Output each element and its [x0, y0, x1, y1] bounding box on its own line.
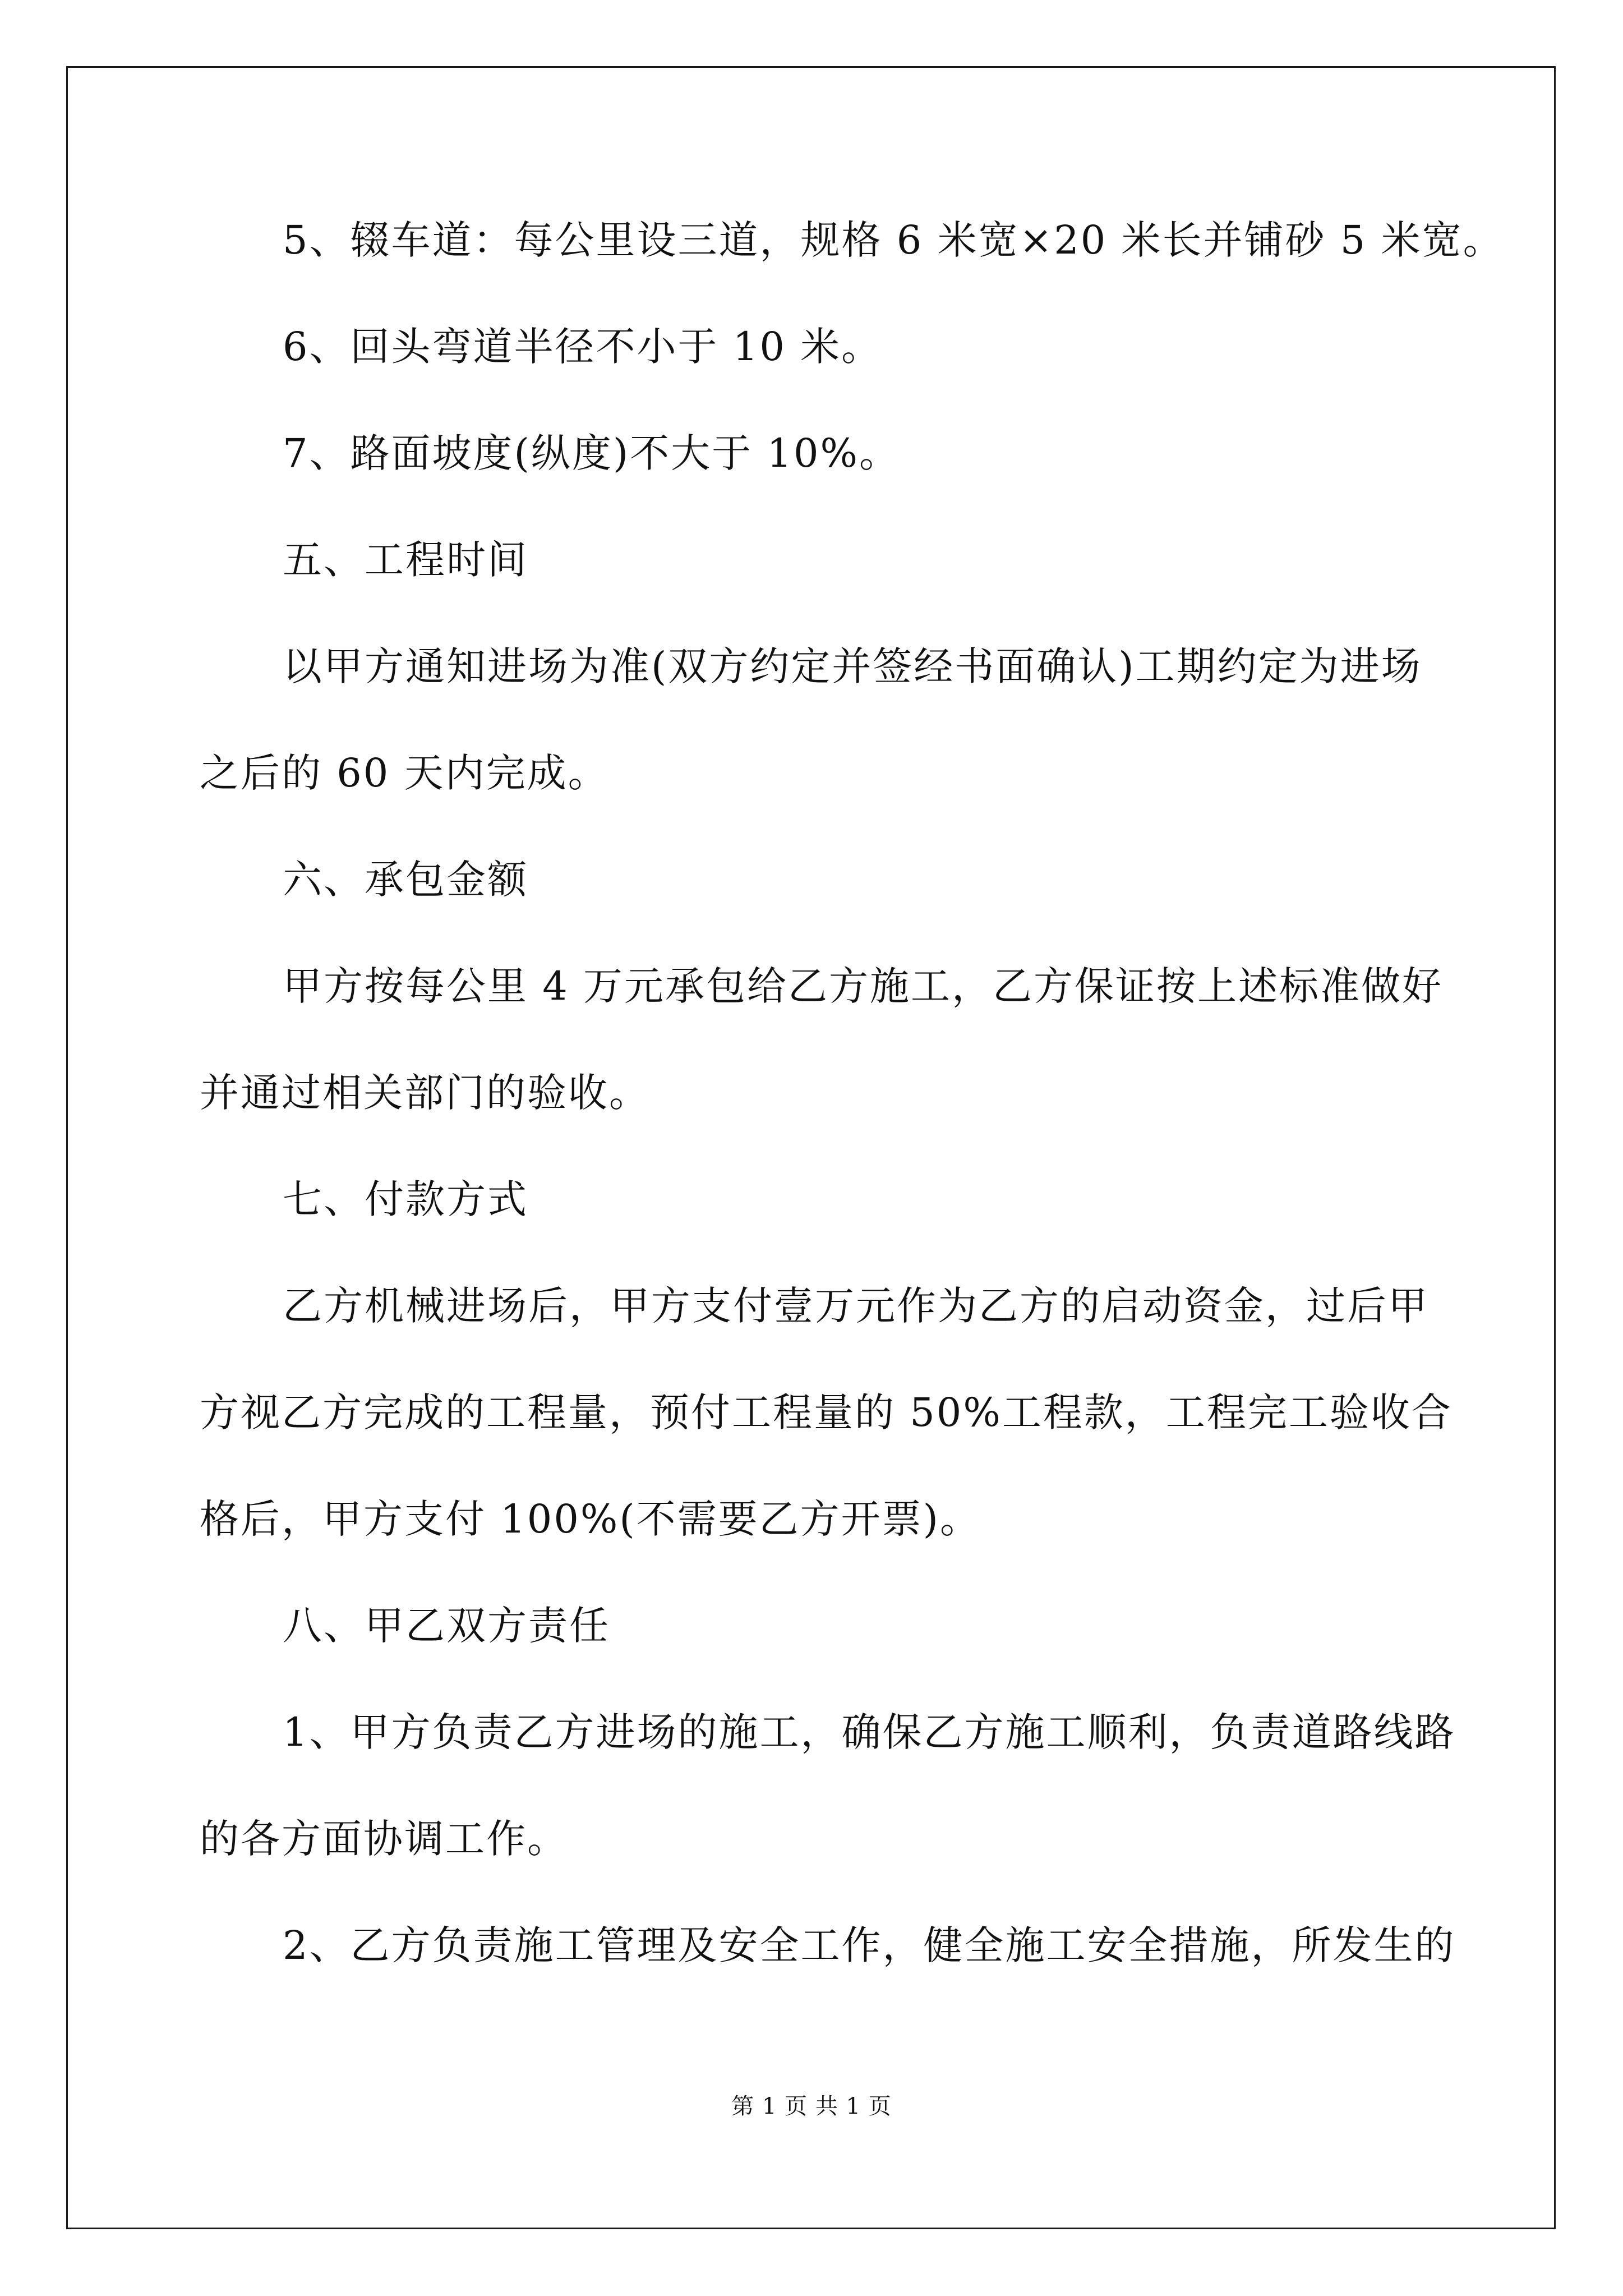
text-line: 乙方机械进场后，甲方支付壹万元作为乙方的启动资金，过后甲 — [283, 1283, 1429, 1329]
text-line: 的各方面协调工作。 — [200, 1816, 568, 1862]
text-line: 格后，甲方支付 100%(不需要乙方开票)。 — [200, 1496, 981, 1542]
section-heading: 五、工程时间 — [283, 537, 528, 583]
text-line: 2、乙方负责施工管理及安全工作，健全施工安全措施，所发生的 — [283, 1922, 1456, 1968]
section-heading: 七、付款方式 — [283, 1176, 528, 1222]
text-line: 以甲方通知进场为准(双方约定并签经书面确认)工期约定为进场 — [283, 643, 1422, 689]
section-heading: 六、承包金额 — [283, 857, 528, 903]
text-line: 1、甲方负责乙方进场的施工，确保乙方施工顺利，负责道路线路 — [283, 1709, 1456, 1755]
text-line: 并通过相关部门的验收。 — [200, 1070, 650, 1116]
text-line: 6、回头弯道半径不小于 10 米。 — [283, 324, 883, 370]
text-line: 方视乙方完成的工程量，预付工程量的 50%工程款，工程完工验收合 — [200, 1389, 1453, 1435]
page-number: 第 1 页 共 1 页 — [731, 2093, 892, 2119]
text-line: 甲方按每公里 4 万元承包给乙方施工，乙方保证按上述标准做好 — [283, 963, 1444, 1009]
section-heading: 八、甲乙双方责任 — [283, 1603, 610, 1649]
text-line: 之后的 60 天内完成。 — [200, 750, 609, 796]
text-line: 5、辍车道：每公里设三道，规格 6 米宽×20 米长并铺砂 5 米宽。 — [283, 217, 1504, 263]
page-border — [66, 66, 1556, 2229]
text-line: 7、路面坡度(纵度)不大于 10%。 — [283, 430, 900, 476]
